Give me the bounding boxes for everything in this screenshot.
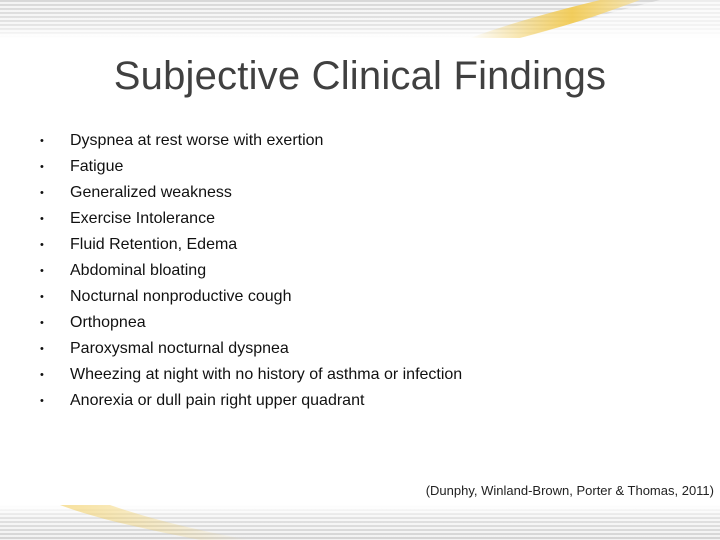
- bullet-dot-icon: •: [40, 265, 44, 277]
- top-decorative-band: [0, 0, 720, 38]
- bullet-item: [40, 362, 462, 388]
- bullet-dot-icon: •: [40, 343, 44, 355]
- bullet-item: [40, 128, 462, 154]
- bullet-dot-icon: •: [40, 161, 44, 173]
- bullet-text: Paroxysmal nocturnal dyspnea: [70, 340, 289, 357]
- bullet-item: [40, 154, 462, 180]
- bullet-dot-icon: •: [40, 395, 44, 407]
- bullet-text: Wheezing at night with no history of asthma or infection: [70, 366, 463, 383]
- bullet-item: [40, 180, 462, 206]
- bullet-dot-icon: •: [40, 291, 44, 303]
- top-gold-swoosh: [0, 0, 720, 38]
- bottom-gold-swoosh: [0, 505, 720, 540]
- bullet-text: Generalized weakness: [70, 184, 232, 201]
- bullet-item: [40, 258, 462, 284]
- bullet-item: [40, 232, 462, 258]
- bullet-item: [40, 336, 462, 362]
- bullet-text: Abdominal bloating: [70, 262, 207, 279]
- bullet-text: Orthopnea: [70, 314, 146, 331]
- bullet-dot-icon: •: [40, 239, 44, 251]
- slide-title: Subjective Clinical Findings: [113, 54, 607, 98]
- bullet-text: Nocturnal nonproductive cough: [70, 288, 292, 305]
- bullet-item: [40, 388, 462, 414]
- bullet-dot-icon: •: [40, 317, 44, 329]
- bullet-item: [40, 284, 462, 310]
- bullet-text: Anorexia or dull pain right upper quadrant: [70, 392, 365, 409]
- bullet-dot-icon: •: [40, 369, 44, 381]
- citation: (Dunphy, Winland-Brown, Porter & Thomas, 2011): [425, 483, 714, 498]
- bullet-dot-icon: •: [40, 135, 44, 147]
- bottom-decorative-band: [0, 505, 720, 540]
- bullet-dot-icon: •: [40, 213, 44, 225]
- bullet-item: [40, 310, 462, 336]
- bullet-text: Fluid Retention, Edema: [70, 236, 238, 253]
- bullet-text: Dyspnea at rest worse with exertion: [70, 132, 324, 149]
- bullet-list: [40, 128, 462, 414]
- bullet-dot-icon: •: [40, 187, 44, 199]
- bullet-text: Fatigue: [70, 158, 124, 175]
- bullet-item: [40, 206, 462, 232]
- bullet-text: Exercise Intolerance: [70, 210, 215, 227]
